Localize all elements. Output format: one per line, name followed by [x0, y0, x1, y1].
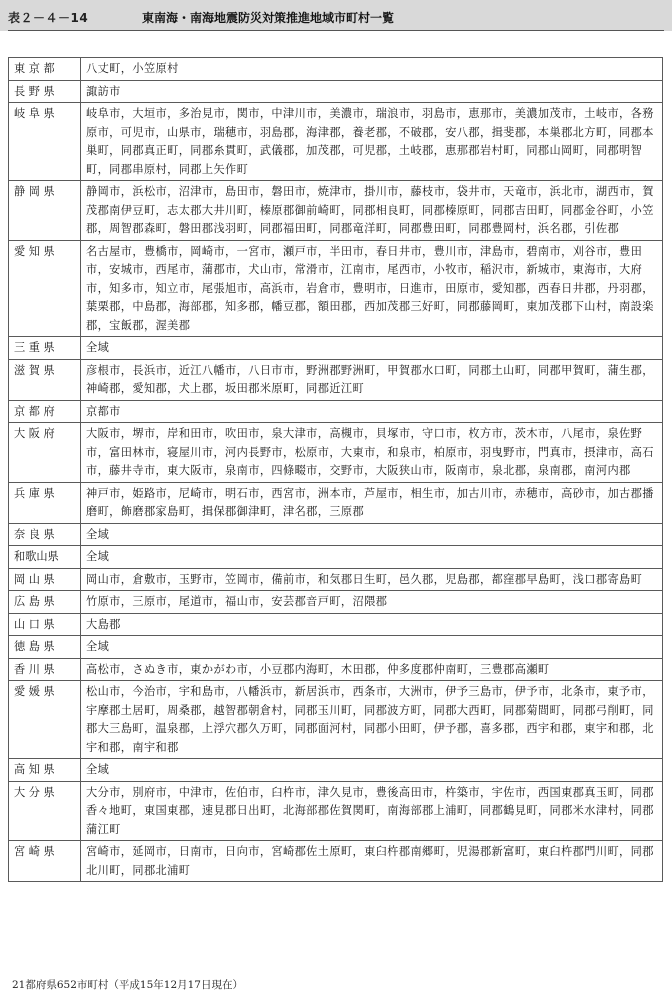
prefecture-cell: 奈 良 県	[9, 523, 81, 546]
prefecture-cell: 兵 庫 県	[9, 482, 81, 523]
municipalities-cell: 名古屋市，豊橋市，岡崎市，一宮市，瀬戸市，半田市，春日井市，豊川市，津島市，碧南市，刈谷市，豊田市，安城市，西尾市，蒲郡市，犬山市，常滑市，江南市，尾西市，小牧市，稲沢市，新城市，東海市，大府市，知多市，知立市，尾張旭市，高浜市，岩倉市，豊明市，日進市，田原市，愛知郡，西春日井郡，丹羽郡，葉栗郡，中島郡，海部郡，知多郡，幡豆郡，額田郡，西加茂郡三好町，同郡藤岡町，東加茂郡下山村，南設楽郡，宝飯郡，渥美郡	[81, 240, 663, 337]
municipalities-cell: 全域	[81, 636, 663, 659]
municipalities-cell: 全域	[81, 523, 663, 546]
prefecture-cell: 香 川 県	[9, 658, 81, 681]
table-row	[9, 337, 663, 360]
table-row	[9, 240, 663, 337]
municipalities-cell: 全域	[81, 759, 663, 782]
table-row	[9, 841, 663, 882]
prefecture-cell: 滋 賀 県	[9, 359, 81, 400]
table-row	[9, 523, 663, 546]
prefecture-cell: 徳 島 県	[9, 636, 81, 659]
municipalities-cell: 大分市，別府市，中津市，佐伯市，臼杵市，津久見市，豊後高田市，杵築市，宇佐市，西国東郡真玉町，同郡香々地町，東国東郡，速見郡日出町，北海部郡佐賀関町，南海部郡上浦町，同郡鶴見町，同郡米水津村，同郡蒲江町	[81, 781, 663, 841]
prefecture-cell: 大 分 県	[9, 781, 81, 841]
table-number-label: 表２－４－14	[8, 11, 89, 25]
prefecture-cell: 東 京 都	[9, 58, 81, 81]
header-bar	[0, 0, 672, 31]
municipality-table-body	[9, 58, 663, 882]
municipalities-cell: 大島郡	[81, 613, 663, 636]
prefecture-cell: 長 野 県	[9, 80, 81, 103]
prefecture-cell: 高 知 県	[9, 759, 81, 782]
table-row	[9, 591, 663, 614]
municipalities-cell: 宮崎市，延岡市，日南市，日向市，宮崎郡佐土原町，東臼杵郡南郷町，児湯郡新富町，東臼杵郡門川町，同郡北川町，同郡北浦町	[81, 841, 663, 882]
prefecture-cell: 岡 山 県	[9, 568, 81, 591]
header-rule	[8, 30, 664, 31]
municipalities-cell: 竹原市，三原市，尾道市，福山市，安芸郡音戸町，沼隈郡	[81, 591, 663, 614]
municipalities-cell: 彦根市，長浜市，近江八幡市，八日市市，野洲郡野洲町，甲賀郡水口町，同郡土山町，同郡甲賀町，蒲生郡，神崎郡，愛知郡，犬上郡，坂田郡米原町，同郡近江町	[81, 359, 663, 400]
table-row	[9, 400, 663, 423]
municipalities-cell: 八丈町，小笠原村	[81, 58, 663, 81]
footnote: 21都府県652市町村（平成15年12月17日現在）	[12, 979, 243, 991]
prefecture-cell: 岐 阜 県	[9, 103, 81, 181]
table-row	[9, 759, 663, 782]
prefecture-cell: 三 重 県	[9, 337, 81, 360]
prefecture-cell: 和歌山県	[9, 546, 81, 569]
prefecture-cell: 宮 崎 県	[9, 841, 81, 882]
prefecture-cell: 静 岡 県	[9, 181, 81, 241]
municipalities-cell: 松山市，今治市，宇和島市，八幡浜市，新居浜市，西条市，大洲市，伊予三島市，伊予市，北条市，東予市，宇摩郡土居町，周桑郡，越智郡朝倉村，同郡玉川町，同郡波方町，同郡大西町，同郡菊間町，同郡弓削町，同郡大三島町，温泉郡，上浮穴郡久万町，同郡面河村，同郡小田町，伊予郡，喜多郡，西宇和郡，東宇和郡，北宇和郡，南宇和郡	[81, 681, 663, 759]
table-row	[9, 568, 663, 591]
table-row	[9, 658, 663, 681]
table-row	[9, 613, 663, 636]
prefecture-cell: 山 口 県	[9, 613, 81, 636]
table-row	[9, 423, 663, 483]
prefecture-cell: 京 都 府	[9, 400, 81, 423]
table-row	[9, 103, 663, 181]
table-row	[9, 482, 663, 523]
table-row	[9, 681, 663, 759]
prefecture-cell: 愛 知 県	[9, 240, 81, 337]
prefecture-cell: 広 島 県	[9, 591, 81, 614]
municipality-table	[8, 57, 663, 882]
municipalities-cell: 岐阜市，大垣市，多治見市，関市，中津川市，美濃市，瑞浪市，羽島市，恵那市，美濃加茂市，土岐市，各務原市，可児市，山県市，瑞穂市，羽島郡，海津郡，養老郡，不破郡，安八郡，揖斐郡，本巣郡北方町，同郡本巣町，同郡真正町，同郡糸貫町，武儀郡，加茂郡，可児郡，土岐郡，恵那郡岩村町，同郡山岡町，同郡明智町，同郡串原村，同郡上矢作町	[81, 103, 663, 181]
table-title: 東南海・南海地震防災対策推進地域市町村一覧	[142, 11, 395, 25]
prefecture-cell: 愛 媛 県	[9, 681, 81, 759]
table-row	[9, 636, 663, 659]
municipalities-cell: 高松市，さぬき市，東かがわ市，小豆郡内海町，木田郡，仲多度郡仲南町，三豊郡高瀬町	[81, 658, 663, 681]
table-row	[9, 58, 663, 81]
municipalities-cell: 大阪市，堺市，岸和田市，吹田市，泉大津市，高槻市，貝塚市，守口市，枚方市，茨木市，八尾市，泉佐野市，富田林市，寝屋川市，河内長野市，松原市，大東市，和泉市，柏原市，羽曳野市，門真市，摂津市，高石市，藤井寺市，東大阪市，泉南市，四條畷市，交野市，大阪狭山市，阪南市，泉北郡，泉南郡，南河内郡	[81, 423, 663, 483]
municipalities-cell: 全域	[81, 337, 663, 360]
table-row	[9, 80, 663, 103]
table-row	[9, 546, 663, 569]
municipalities-cell: 諏訪市	[81, 80, 663, 103]
table-row	[9, 181, 663, 241]
municipalities-cell: 神戸市，姫路市，尼崎市，明石市，西宮市，洲本市，芦屋市，相生市，加古川市，赤穂市，高砂市，加古郡播磨町，飾磨郡家島町，揖保郡御津町，津名郡，三原郡	[81, 482, 663, 523]
table-row	[9, 781, 663, 841]
prefecture-cell: 大 阪 府	[9, 423, 81, 483]
municipalities-cell: 岡山市，倉敷市，玉野市，笠岡市，備前市，和気郡日生町，邑久郡，児島郡，都窪郡早島町，浅口郡寄島町	[81, 568, 663, 591]
municipalities-cell: 全域	[81, 546, 663, 569]
municipalities-cell: 京都市	[81, 400, 663, 423]
table-row	[9, 359, 663, 400]
municipalities-cell: 静岡市，浜松市，沼津市，島田市，磐田市，焼津市，掛川市，藤枝市，袋井市，天竜市，浜北市，湖西市，賀茂郡南伊豆町，志太郡大井川町，榛原郡御前崎町，同郡相良町，同郡榛原町，同郡吉田町，同郡金谷町，小笠郡，周智郡森町，磐田郡浅羽町，同郡福田町，同郡竜洋町，同郡豊田町，同郡豊岡村，浜名郡，引佐郡	[81, 181, 663, 241]
